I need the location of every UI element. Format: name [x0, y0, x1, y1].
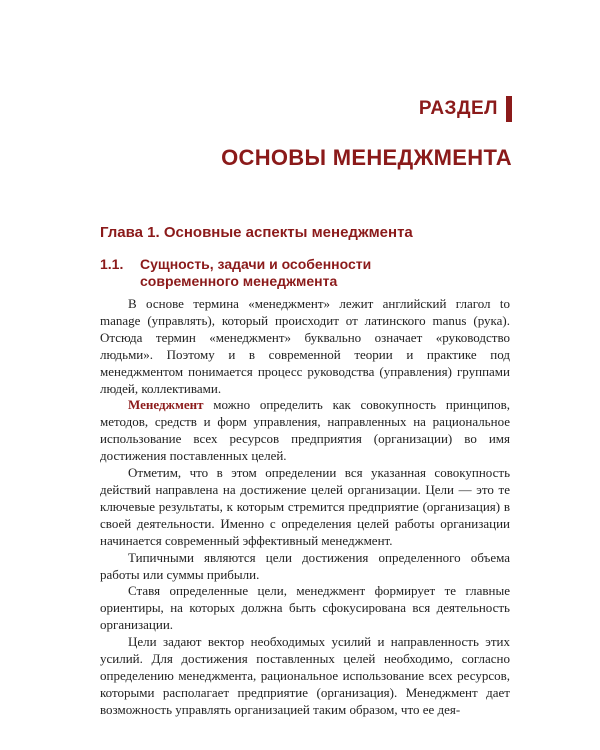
paragraph-3: Отметим, что в этом определении вся указанная совокупность действий направлена на достижение целей организации. Цели — это те ключевые результаты, к которым стремится предприятие (организация) в своей деятельности. Именно с определения целей работы организации начинается современный эффективный менеджмент.	[100, 465, 510, 548]
body-text	[100, 296, 510, 719]
section-number-bar	[506, 96, 512, 122]
subsection-number: 1.1.	[100, 256, 124, 272]
paragraph-5: Ставя определенные цели, менеджмент формирует те главные ориентиры, на которых должна быть сфокусирована вся деятельность организации.	[100, 583, 510, 633]
subsection-line-1	[100, 256, 520, 273]
subsection-heading	[100, 256, 520, 290]
section-title: ОСНОВЫ МЕНЕДЖМЕНТА	[221, 145, 512, 170]
paragraph-2-text: можно определить как совокупность принципов, методов, средств и форм управления, направленных на рациональное использование всех ресурсов предприятия (организации) во имя достижения поставленных целей.	[100, 397, 510, 464]
subsection-title-line2: современного менеджмента	[140, 273, 338, 289]
paragraph-1: В основе термина «менеджмент» лежит английский глагол to manage (управлять), который происходит от латинского manus (рука). Отсюда термин «менеджмент» буквально означает «руководство людьми». Поэтому и в современной теории и практике под менеджментом понимается процесс руководства (управления) группами людей, коллективами.	[100, 296, 510, 396]
paragraph-4: Типичными являются цели достижения определенного объема работы или суммы прибыли.	[100, 549, 510, 582]
term-management: Менеджмент	[128, 397, 204, 413]
paragraph-2	[100, 397, 510, 465]
subsection-title-line1: Сущность, задачи и особенности	[140, 256, 372, 272]
paragraph-6: Цели задают вектор необходимых усилий и направленность этих усилий. Для достижения поставленных целей необходимо, согласно определению менеджмента, рациональное использование всех ресурсов, которыми располагает предприятие (организация). Менеджмент дает возможность управлять организацией таким образом, что ее дея-	[100, 634, 510, 717]
chapter-title: Глава 1. Основные аспекты менеджмента	[100, 224, 413, 241]
section-label	[419, 96, 512, 122]
section-word: РАЗДЕЛ	[418, 98, 498, 119]
